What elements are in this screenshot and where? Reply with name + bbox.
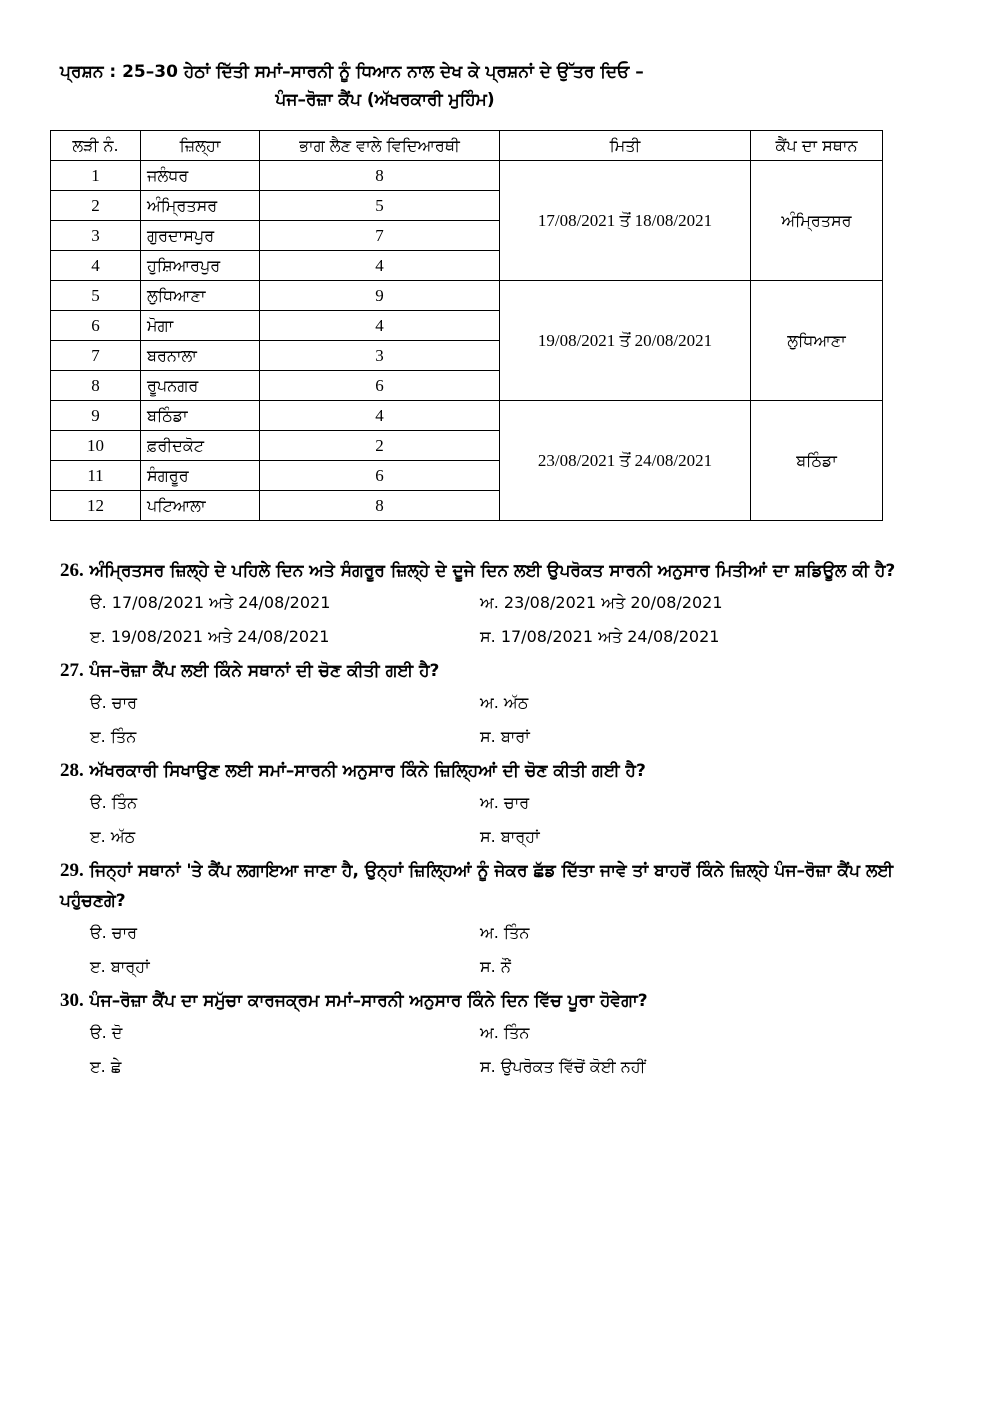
question-stem [60, 556, 950, 586]
option-a[interactable]: ੳ. ਚਾਰ [90, 693, 138, 712]
option-b[interactable]: ਅ. ਅੱਠ [480, 693, 529, 712]
serial-cell: 5 [51, 281, 141, 311]
option-d[interactable]: ਸ. ਬਾਰ੍ਹਾਂ [480, 827, 540, 846]
students-cell: 4 [260, 401, 500, 431]
serial-cell: 7 [51, 341, 141, 371]
table-title: ਪੰਜ–ਰੋਜ਼ਾ ਕੈਂਪ (ਅੱਖਰਕਾਰੀ ਮੁਹਿੰਮ) [275, 90, 495, 110]
table-row [51, 281, 883, 311]
question-number: 28. [60, 760, 84, 781]
serial-cell: 10 [51, 431, 141, 461]
options [60, 1020, 950, 1080]
question-text: ਅੱਖਰਕਾਰੀ ਸਿਖਾਉਣ ਲਈ ਸਮਾਂ–ਸਾਰਨੀ ਅਨੁਸਾਰ ਕਿੰਨੇ ਜ਼ਿਲ੍ਹਿਆਂ ਦੀ ਚੋਣ ਕੀਤੀ ਗਈ ਹੈ? [89, 761, 646, 781]
serial-cell: 6 [51, 311, 141, 341]
question-stem [60, 756, 950, 786]
serial-cell: 2 [51, 191, 141, 221]
option-a[interactable]: ੳ. ਤਿੰਨ [90, 793, 138, 812]
option-c[interactable]: ੲ. ਛੇ [90, 1057, 122, 1076]
students-cell: 6 [260, 371, 500, 401]
option-c[interactable]: ੲ. ਬਾਰ੍ਹਾਂ [90, 957, 150, 976]
students-cell: 9 [260, 281, 500, 311]
option-b[interactable]: ਅ. ਤਿੰਨ [480, 1023, 530, 1042]
option-a[interactable]: ੳ. ਚਾਰ [90, 923, 138, 942]
question-30 [60, 986, 950, 1080]
students-cell: 5 [260, 191, 500, 221]
place-cell: ਅੰਮ੍ਰਿਤਸਰ [751, 161, 883, 281]
district-cell: ਰੂਪਨਗਰ [141, 371, 260, 401]
header-date: ਮਿਤੀ [500, 131, 751, 161]
serial-cell: 12 [51, 491, 141, 521]
header-district: ਜ਼ਿਲ੍ਹਾ [141, 131, 260, 161]
district-cell: ਲੁਧਿਆਣਾ [141, 281, 260, 311]
district-cell: ਫ਼ਰੀਦਕੋਟ [141, 431, 260, 461]
place-cell: ਬਠਿੰਡਾ [751, 401, 883, 521]
question-28 [60, 756, 950, 850]
date-cell: 17/08/2021 ਤੋਂ 18/08/2021 [500, 161, 751, 281]
table-header-row [51, 131, 883, 161]
question-stem [60, 986, 950, 1016]
option-c[interactable]: ੲ. 19/08/2021 ਅਤੇ 24/08/2021 [90, 627, 330, 646]
instructions [60, 58, 940, 114]
header-place: ਕੈਂਪ ਦਾ ਸਥਾਨ [751, 131, 883, 161]
option-d[interactable]: ਸ. ਬਾਰਾਂ [480, 727, 530, 746]
header-students: ਭਾਗ ਲੈਣ ਵਾਲੇ ਵਿਦਿਆਰਥੀ [260, 131, 500, 161]
serial-cell: 9 [51, 401, 141, 431]
students-cell: 4 [260, 311, 500, 341]
option-b[interactable]: ਅ. ਚਾਰ [480, 793, 530, 812]
students-cell: 4 [260, 251, 500, 281]
district-cell: ਬਠਿੰਡਾ [141, 401, 260, 431]
question-stem [60, 656, 950, 686]
question-26 [60, 556, 950, 650]
serial-cell: 1 [51, 161, 141, 191]
district-cell: ਹੁਸ਼ਿਆਰਪੁਰ [141, 251, 260, 281]
option-d[interactable]: ਸ. 17/08/2021 ਅਤੇ 24/08/2021 [480, 627, 720, 646]
date-cell: 23/08/2021 ਤੋਂ 24/08/2021 [500, 401, 751, 521]
district-cell: ਮੋਗਾ [141, 311, 260, 341]
district-cell: ਅੰਮ੍ਰਿਤਸਰ [141, 191, 260, 221]
option-c[interactable]: ੲ. ਅੱਠ [90, 827, 136, 846]
question-text: ਅੰਮ੍ਰਿਤਸਰ ਜ਼ਿਲ੍ਹੇ ਦੇ ਪਹਿਲੇ ਦਿਨ ਅਤੇ ਸੰਗਰੂਰ ਜ਼ਿਲ੍ਹੇ ਦੇ ਦੂਜੇ ਦਿਨ ਲਈ ਉਪਰੋਕਤ ਸਾਰਨੀ ਅਨੁਸਾਰ ਮਿਤੀਆਂ ਦਾ ਸ਼ਡਿਊਲ ਕੀ ਹੈ? [89, 561, 896, 581]
schedule-table [50, 130, 883, 521]
question-29 [60, 856, 950, 980]
options [60, 590, 950, 650]
students-cell: 8 [260, 491, 500, 521]
question-number: 30. [60, 990, 84, 1011]
question-27 [60, 656, 950, 750]
district-cell: ਜਲੰਧਰ [141, 161, 260, 191]
option-c[interactable]: ੲ. ਤਿੰਨ [90, 727, 137, 746]
option-d[interactable]: ਸ. ਨੌਂ [480, 957, 511, 976]
students-cell: 6 [260, 461, 500, 491]
place-cell: ਲੁਧਿਆਣਾ [751, 281, 883, 401]
options [60, 790, 950, 850]
serial-cell: 8 [51, 371, 141, 401]
students-cell: 3 [260, 341, 500, 371]
option-d[interactable]: ਸ. ਉਪਰੋਕਤ ਵਿੱਚੋਂ ਕੋਈ ਨਹੀਂ [480, 1057, 646, 1076]
question-list [60, 556, 950, 1086]
district-cell: ਗੁਰਦਾਸਪੁਰ [141, 221, 260, 251]
instruction-text: ਪ੍ਰਸ਼ਨ : 25–30 ਹੇਠਾਂ ਦਿੱਤੀ ਸਮਾਂ–ਸਾਰਨੀ ਨੂੰ ਧਿਆਨ ਨਾਲ ਦੇਖ ਕੇ ਪ੍ਰਸ਼ਨਾਂ ਦੇ ਉੱਤਰ ਦਿਓ – [60, 62, 644, 82]
option-a[interactable]: ੳ. 17/08/2021 ਅਤੇ 24/08/2021 [90, 593, 331, 612]
option-a[interactable]: ੳ. ਦੋ [90, 1023, 123, 1042]
option-b[interactable]: ਅ. 23/08/2021 ਅਤੇ 20/08/2021 [480, 593, 723, 612]
options [60, 690, 950, 750]
question-text: ਜਿਨ੍ਹਾਂ ਸਥਾਨਾਂ 'ਤੇ ਕੈਂਪ ਲਗਾਇਆ ਜਾਣਾ ਹੈ, ਉਨ੍ਹਾਂ ਜ਼ਿਲ੍ਹਿਆਂ ਨੂੰ ਜੇਕਰ ਛੱਡ ਦਿੱਤਾ ਜਾਵੇ ਤਾਂ ਬਾਹਰੋਂ ਕਿੰਨੇ ਜ਼ਿਲ੍ਹੇ ਪੰਜ–ਰੋਜ਼ਾ ਕੈਂਪ ਲਈ ਪਹੁੰਚਣਗੇ? [60, 861, 894, 911]
serial-cell: 3 [51, 221, 141, 251]
district-cell: ਪਟਿਆਲਾ [141, 491, 260, 521]
question-number: 27. [60, 660, 84, 681]
option-b[interactable]: ਅ. ਤਿੰਨ [480, 923, 530, 942]
question-text: ਪੰਜ–ਰੋਜ਼ਾ ਕੈਂਪ ਲਈ ਕਿੰਨੇ ਸਥਾਨਾਂ ਦੀ ਚੋਣ ਕੀਤੀ ਗਈ ਹੈ? [89, 661, 440, 681]
question-number: 26. [60, 560, 84, 581]
date-cell: 19/08/2021 ਤੋਂ 20/08/2021 [500, 281, 751, 401]
question-number: 29. [60, 860, 84, 881]
students-cell: 7 [260, 221, 500, 251]
options [60, 920, 950, 980]
table-row [51, 161, 883, 191]
district-cell: ਸੰਗਰੂਰ [141, 461, 260, 491]
district-cell: ਬਰਨਾਲਾ [141, 341, 260, 371]
question-text: ਪੰਜ–ਰੋਜ਼ਾ ਕੈਂਪ ਦਾ ਸਮੁੱਚਾ ਕਾਰਜਕ੍ਰਮ ਸਮਾਂ–ਸਾਰਨੀ ਅਨੁਸਾਰ ਕਿੰਨੇ ਦਿਨ ਵਿੱਚ ਪੂਰਾ ਹੋਵੇਗਾ? [89, 991, 648, 1011]
students-cell: 2 [260, 431, 500, 461]
serial-cell: 11 [51, 461, 141, 491]
serial-cell: 4 [51, 251, 141, 281]
question-stem [60, 856, 950, 916]
table-row [51, 401, 883, 431]
header-serial: ਲੜੀ ਨੰ. [51, 131, 141, 161]
students-cell: 8 [260, 161, 500, 191]
